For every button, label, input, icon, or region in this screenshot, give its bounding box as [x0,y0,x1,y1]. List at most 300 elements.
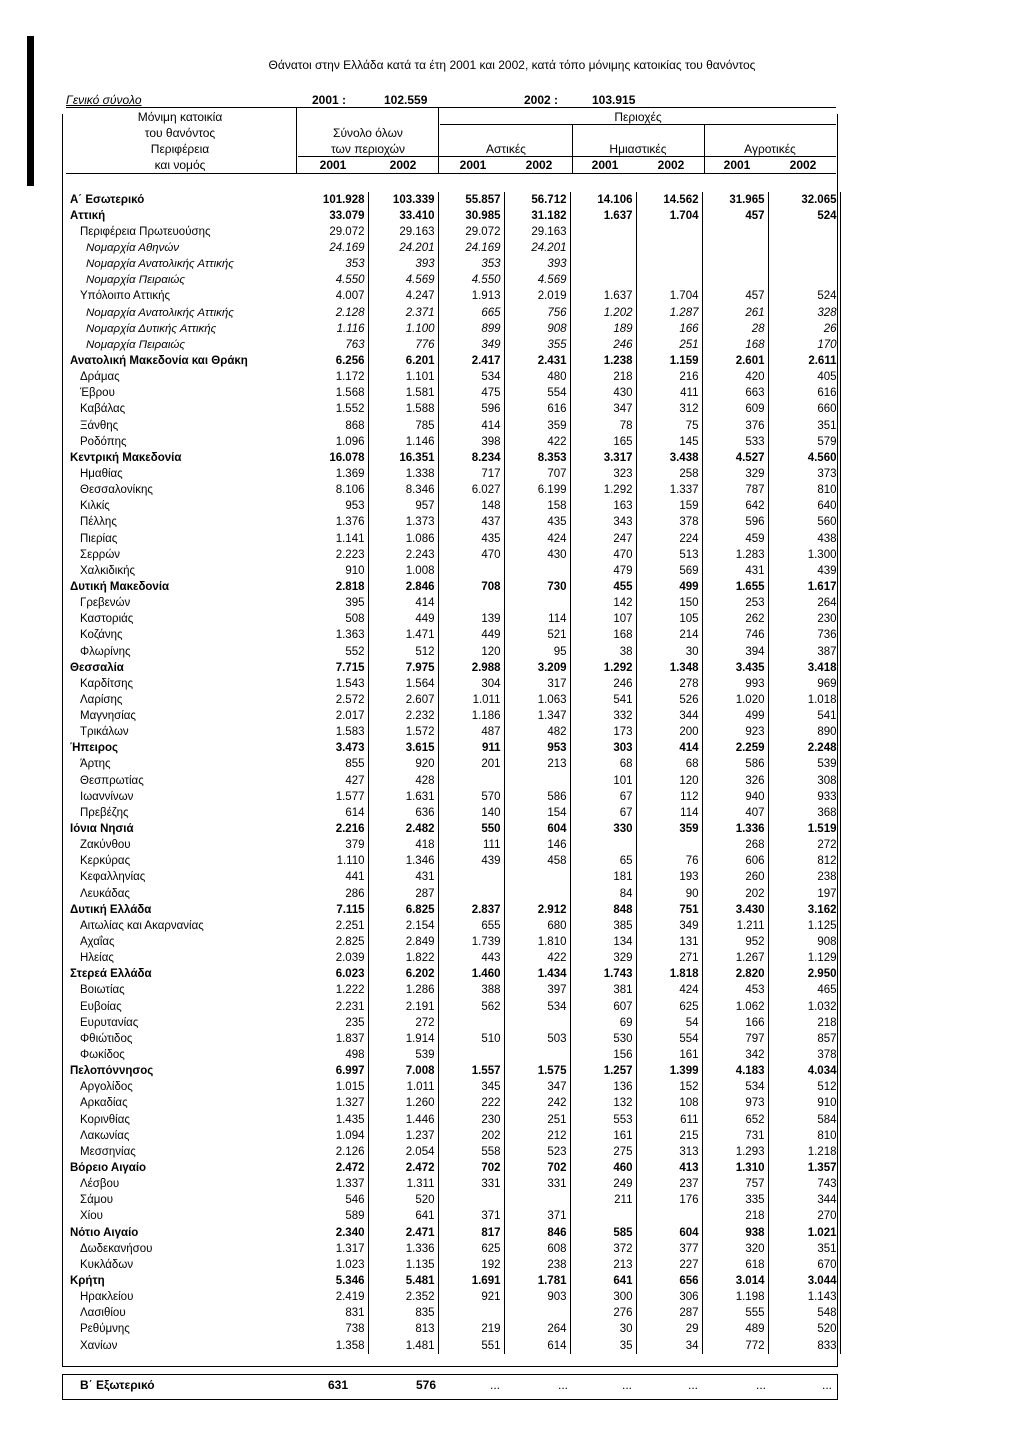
value-cell: 586 [504,789,570,805]
value-cell: 1.110 [298,854,368,870]
value-cell: 3.418 [768,660,840,676]
value-cell: 373 [768,466,840,482]
value-cell: 381 [570,983,636,999]
value-cell: 2.849 [368,934,438,950]
value-cell: 287 [368,886,438,902]
row-label: Δωδεκανήσου [80,1242,153,1255]
row-label: Θεσσαλονίκης [80,484,153,497]
value-cell: 526 [636,692,702,708]
value-cell: 1.568 [298,386,368,402]
value-cell: 68 [570,757,636,773]
value-cell [438,1193,504,1209]
total-2002-label: 2002 : [524,93,559,107]
row-label: Χαλκιδικής [80,564,136,577]
row-label: Λευκάδας [80,887,130,900]
table-row [66,224,840,240]
value-cell: 787 [702,483,768,499]
value-cell: 313 [636,1144,702,1160]
table-row [66,999,840,1015]
value-cell: 503 [504,1031,570,1047]
value-cell: 114 [636,805,702,821]
value-cell: 1.373 [368,515,438,531]
value-cell: 499 [636,579,702,595]
header-urban: Αστικές [486,142,526,156]
value-cell: 165 [570,434,636,450]
value-cell: 498 [298,1047,368,1063]
value-cell: 736 [768,628,840,644]
table-row [66,709,840,725]
header-all-areas-1: Σύνολο όλων [333,126,403,140]
value-cell: 6.997 [298,1064,368,1080]
value-cell: 585 [570,1225,636,1241]
value-cell: 1.129 [768,951,840,967]
row-label: Θεσσαλία [70,661,124,674]
value-cell: 31.965 [702,192,768,208]
value-cell: 562 [438,999,504,1015]
value-cell: 222 [438,1096,504,1112]
row-label: Ιόνια Νησιά [70,823,134,836]
value-cell: 427 [298,773,368,789]
value-cell: 200 [636,725,702,741]
value-cell: 510 [438,1031,504,1047]
table-row [66,612,840,628]
table-row [66,951,840,967]
value-cell: 24.201 [504,240,570,256]
value-cell: 156 [570,1047,636,1063]
value-cell [438,773,504,789]
value-cell: 616 [768,386,840,402]
value-cell: 101.928 [298,192,368,208]
value-cell: 1.300 [768,547,840,563]
header-year: 2002 [389,158,417,172]
value-cell [438,596,504,612]
footer-box [62,1374,838,1400]
value-cell: 614 [504,1338,570,1354]
value-cell: 6.201 [368,353,438,369]
value-cell: 33.410 [368,208,438,224]
value-cell: 731 [702,1128,768,1144]
footer-cell: ... [622,1378,633,1392]
value-cell: 1.186 [438,709,504,725]
table-row [66,902,840,918]
value-cell: 1.172 [298,370,368,386]
value-cell: 2.251 [298,918,368,934]
header-year: 2001 [591,158,619,172]
footer-cell: ... [688,1378,699,1392]
table-row [66,1225,840,1241]
value-cell: 482 [504,725,570,741]
value-cell: 1.292 [570,483,636,499]
value-cell: 812 [768,854,840,870]
value-cell: 430 [570,386,636,402]
value-cell: 1.020 [702,692,768,708]
value-cell: 168 [570,628,636,644]
value-cell: 1.471 [368,628,438,644]
value-cell: 395 [298,596,368,612]
value-cell: 1.311 [368,1177,438,1193]
row-label: Νομαρχία Πειραιώς [86,274,185,287]
value-cell: 1.198 [702,1290,768,1306]
value-cell: 1.125 [768,918,840,934]
row-label: Ημαθίας [80,467,123,480]
value-cell: 323 [570,466,636,482]
footer-cell: ... [558,1378,569,1392]
value-cell: 2.232 [368,709,438,725]
row-label: Ξάνθης [80,419,119,432]
value-cell: 4.550 [298,273,368,289]
value-cell: 379 [298,838,368,854]
value-cell: 264 [504,1322,570,1338]
value-cell: 202 [438,1128,504,1144]
value-cell: 393 [368,257,438,273]
value-cell: 414 [438,418,504,434]
value-cell: 530 [570,1031,636,1047]
value-cell: 596 [438,402,504,418]
value-cell: 378 [636,515,702,531]
value-cell: 1.327 [298,1096,368,1112]
table-row [66,805,840,821]
table-row [66,305,840,321]
table-row [66,1015,840,1031]
value-cell: 4.560 [768,450,840,466]
value-cell: 4.527 [702,450,768,466]
value-cell: 3.438 [636,450,702,466]
table-row [66,531,840,547]
value-cell: 6.202 [368,967,438,983]
value-cell: 377 [636,1241,702,1257]
value-cell: 2.820 [702,967,768,983]
value-cell: 271 [636,951,702,967]
value-cell: 213 [504,757,570,773]
value-cell: 717 [438,466,504,482]
value-cell: 2.017 [298,709,368,725]
value-cell: 55.857 [438,192,504,208]
value-cell: 1.317 [298,1241,368,1257]
value-cell: 414 [636,741,702,757]
value-cell: 465 [768,983,840,999]
value-cell: 134 [570,934,636,950]
value-cell: 1.143 [768,1290,840,1306]
value-cell: 246 [570,676,636,692]
value-cell: 973 [702,1096,768,1112]
value-cell: 441 [298,870,368,886]
value-cell: 1.218 [768,1144,840,1160]
value-cell: 173 [570,725,636,741]
value-cell: 1.202 [570,305,636,321]
value-cell: 817 [438,1225,504,1241]
table-row [66,1241,840,1257]
value-cell: 2.846 [368,579,438,595]
value-cell: 69 [570,1015,636,1031]
value-cell: 550 [438,821,504,837]
value-cell: 1.146 [368,434,438,450]
value-cell: 328 [768,305,840,321]
value-cell: 541 [570,692,636,708]
value-cell: 7.115 [298,902,368,918]
value-cell: 33.079 [298,208,368,224]
value-cell: 534 [702,1080,768,1096]
value-cell: 2.611 [768,353,840,369]
value-cell: 1.086 [368,531,438,547]
value-cell: 176 [636,1193,702,1209]
value-cell: 3.435 [702,660,768,676]
row-label: Δυτική Ελλάδα [70,903,152,916]
value-cell: 2.128 [298,305,368,321]
value-cell: 260 [702,870,768,886]
value-cell: 908 [768,934,840,950]
value-cell: 810 [768,1128,840,1144]
row-label: Κερκύρας [80,855,131,868]
page-title: Θάνατοι στην Ελλάδα κατά τα έτη 2001 και 2002, κατά τόπο μόνιμης κατοικίας του θανόντος [268,58,756,72]
footer-cell: ... [822,1378,833,1392]
value-cell: 1.135 [368,1257,438,1273]
value-cell: 215 [636,1128,702,1144]
value-cell: 940 [702,789,768,805]
value-cell: 411 [636,386,702,402]
value-cell: 237 [636,1177,702,1193]
value-cell: 1.260 [368,1096,438,1112]
value-cell: 4.183 [702,1064,768,1080]
value-cell: 24.201 [368,240,438,256]
value-cell: 8.234 [438,450,504,466]
value-cell: 609 [702,402,768,418]
value-cell: 331 [438,1177,504,1193]
table-row [66,483,840,499]
value-cell: 376 [702,418,768,434]
value-cell: 418 [368,838,438,854]
table-row [66,854,840,870]
value-cell: 331 [504,1177,570,1193]
row-label: Φλωρίνης [80,645,131,658]
table-row [66,515,840,531]
value-cell: 670 [768,1257,840,1273]
value-cell: 539 [768,757,840,773]
value-cell: 1.267 [702,951,768,967]
table-row [66,192,840,208]
value-cell: 7.975 [368,660,438,676]
table-row [66,466,840,482]
value-cell: 6.027 [438,483,504,499]
value-cell: 1.913 [438,289,504,305]
value-cell: 523 [504,1144,570,1160]
table-row [66,741,840,757]
value-cell: 751 [636,902,702,918]
table-row [66,563,840,579]
value-cell: 202 [702,886,768,902]
value-cell: 224 [636,531,702,547]
value-cell: 28 [702,321,768,337]
row-label: Πέλλης [80,516,117,529]
value-cell: 238 [768,870,840,886]
value-cell: 1.336 [368,1241,438,1257]
value-cell: 14.562 [636,192,702,208]
value-cell: 2.482 [368,821,438,837]
value-cell: 251 [504,1112,570,1128]
row-label: Σάμου [80,1194,114,1207]
value-cell: 1.572 [368,725,438,741]
value-cell: 457 [702,208,768,224]
value-cell: 533 [702,434,768,450]
table-row [66,434,840,450]
value-cell: 453 [702,983,768,999]
value-cell: 534 [504,999,570,1015]
value-cell: 262 [702,612,768,628]
value-cell: 534 [438,370,504,386]
value-cell: 272 [768,838,840,854]
data-table [66,192,840,1354]
table-row [66,418,840,434]
value-cell: 1.018 [768,692,840,708]
value-cell: 38 [570,644,636,660]
value-cell: 579 [768,434,840,450]
value-cell: 145 [636,434,702,450]
value-cell: 343 [570,515,636,531]
value-cell: 641 [368,1209,438,1225]
value-cell: 1.338 [368,466,438,482]
header-residence-1: Μόνιμη κατοικία [137,110,223,124]
value-cell: 101 [570,773,636,789]
value-cell: 512 [368,644,438,660]
value-cell: 921 [438,1290,504,1306]
row-label: Α΄ Εσωτερικό [70,193,145,206]
value-cell [438,1306,504,1322]
value-cell: 342 [702,1047,768,1063]
value-cell: 192 [438,1257,504,1273]
value-cell: 353 [298,257,368,273]
value-cell: 3.209 [504,660,570,676]
value-cell: 524 [768,208,840,224]
value-cell [504,1306,570,1322]
value-cell: 910 [298,563,368,579]
value-cell: 30.985 [438,208,504,224]
value-cell: 611 [636,1112,702,1128]
table-row [66,676,840,692]
table-row [66,773,840,789]
value-cell: 2.223 [298,547,368,563]
value-cell: 78 [570,418,636,434]
value-cell: 422 [504,951,570,967]
header-regions: Περιοχές [614,110,662,124]
value-cell: 1.222 [298,983,368,999]
value-cell: 1.347 [504,709,570,725]
value-cell: 480 [504,370,570,386]
row-label: Αρκαδίας [80,1097,128,1110]
value-cell: 16.078 [298,450,368,466]
value-cell: 4.569 [504,273,570,289]
table-row [66,240,840,256]
value-cell [636,224,702,240]
row-label: Θεσπρωτίας [80,774,144,787]
value-cell: 1.032 [768,999,840,1015]
value-cell: 1.293 [702,1144,768,1160]
value-cell: 268 [702,838,768,854]
value-cell: 414 [368,596,438,612]
value-cell: 449 [438,628,504,644]
value-cell: 211 [570,1193,636,1209]
value-cell: 1.739 [438,934,504,950]
value-cell: 158 [504,499,570,515]
value-cell: 422 [504,434,570,450]
value-cell: 303 [570,741,636,757]
table-row [66,789,840,805]
table-row [66,725,840,741]
row-label: Κυκλάδων [80,1258,134,1271]
value-cell: 513 [636,547,702,563]
value-cell: 475 [438,386,504,402]
value-cell [504,870,570,886]
value-cell: 3.014 [702,1273,768,1289]
value-cell: 1.837 [298,1031,368,1047]
value-cell: 2.054 [368,1144,438,1160]
value-cell: 76 [636,854,702,870]
value-cell: 1.159 [636,353,702,369]
value-cell: 344 [768,1193,840,1209]
value-cell: 2.243 [368,547,438,563]
value-cell: 1.211 [702,918,768,934]
value-cell: 161 [636,1047,702,1063]
row-label: Φωκίδος [80,1049,125,1062]
value-cell: 431 [368,870,438,886]
value-cell [636,273,702,289]
value-cell: 247 [570,531,636,547]
value-cell: 54 [636,1015,702,1031]
value-cell: 8.106 [298,483,368,499]
value-cell: 2.572 [298,692,368,708]
value-cell: 107 [570,612,636,628]
value-cell: 810 [768,483,840,499]
value-cell: 398 [438,434,504,450]
value-cell: 31.182 [504,208,570,224]
value-cell: 235 [298,1015,368,1031]
table-row [66,1031,840,1047]
value-cell: 218 [702,1209,768,1225]
value-cell: 330 [570,821,636,837]
value-cell: 3.162 [768,902,840,918]
value-cell: 2.950 [768,967,840,983]
value-cell: 1.581 [368,386,438,402]
value-cell: 4.007 [298,289,368,305]
value-cell: 29.163 [504,224,570,240]
value-cell: 1.021 [768,1225,840,1241]
value-cell: 2.607 [368,692,438,708]
value-cell: 846 [504,1225,570,1241]
row-label: Κοζάνης [80,629,123,642]
value-cell: 270 [768,1209,840,1225]
table-row [66,1306,840,1322]
value-cell: 785 [368,418,438,434]
value-cell: 1.283 [702,547,768,563]
value-cell: 4.550 [438,273,504,289]
value-cell: 112 [636,789,702,805]
value-cell: 6.023 [298,967,368,983]
value-cell: 489 [702,1322,768,1338]
row-label: Ζακύνθου [80,839,131,852]
value-cell: 554 [504,386,570,402]
value-cell: 835 [368,1306,438,1322]
value-cell: 449 [368,612,438,628]
value-cell: 30 [636,644,702,660]
value-cell: 152 [636,1080,702,1096]
value-cell: 1.781 [504,1273,570,1289]
row-label: Ιωαννίνων [80,790,134,803]
value-cell: 3.615 [368,741,438,757]
value-cell: 258 [636,466,702,482]
value-cell: 249 [570,1177,636,1193]
value-cell: 1.617 [768,579,840,595]
footer-cell: ... [490,1378,501,1392]
value-cell: 29.072 [298,224,368,240]
value-cell: 213 [570,1257,636,1273]
